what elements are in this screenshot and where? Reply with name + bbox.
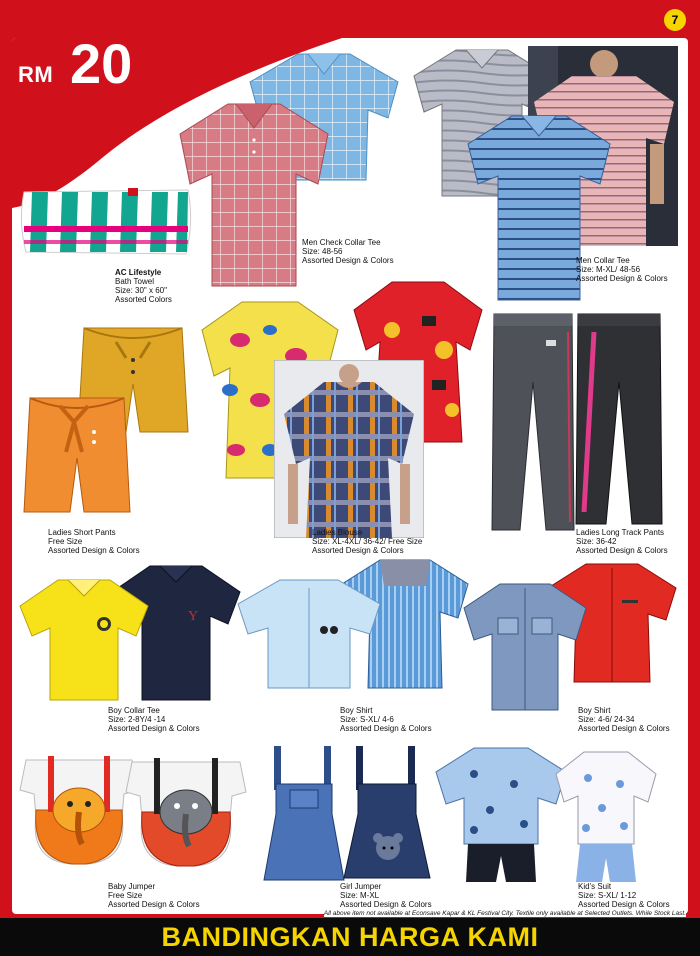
baby-jumper-label: Baby Jumper Free Size Assorted Design & Colors (108, 882, 200, 909)
ladies-track-pants-grey-image (490, 312, 576, 534)
ladies-track-pants-black-image (574, 312, 664, 528)
boy-collar-tee-label: Boy Collar Tee Size: 2-8Y/4 -14 Assorted Design & Colors (108, 706, 200, 733)
boy-shirt-2-label: Boy Shirt Size: 4-6/ 24-34 Assorted Design & Colors (578, 706, 670, 733)
disclaimer-text: All above item not available at Econsave Kapar & KL Festival City. Textile only available at Selected Outlets. While Stock Last. (323, 910, 686, 917)
footer-slogan: BANDINGKAN HARGA KAMI (161, 921, 539, 952)
ladies-blouse-label: Ladies Blouse Size: XL-4XL/ 36-42/ Free Size Assorted Design & Colors (312, 528, 423, 555)
kids-suit-blue-print-image (434, 744, 568, 884)
baby-jumper-orange-image (18, 750, 140, 868)
kids-suit-label: Kid's Suit Size: S-XL/ 1-12 Assorted Design & Colors (578, 882, 670, 909)
men-collar-tee-label: Men Collar Tee Size: M-XL/ 48-56 Assorted Design & Colors (576, 256, 668, 283)
kids-suit-white-print-image (554, 748, 658, 884)
svg-text:Y: Y (188, 609, 199, 624)
ladies-track-pants-label: Ladies Long Track Pants Size: 36-42 Assorted Design & Colors (576, 528, 668, 555)
boy-shirt-light-blue-image (236, 578, 382, 690)
boy-shirt-denim-image (462, 582, 588, 712)
girl-jumper-light-denim-image (262, 744, 346, 882)
ladies-blouse-plaid-photo (274, 360, 424, 538)
boy-shirt-1-label: Boy Shirt Size: S-XL/ 4-6 Assorted Design & Colors (340, 706, 432, 733)
ladies-short-pants-label: Ladies Short Pants Free Size Assorted Design & Colors (48, 528, 140, 555)
bath-towel-image (18, 182, 194, 258)
girl-jumper-dark-denim-image (342, 744, 432, 880)
page-number-badge: 7 (664, 9, 686, 31)
boy-collar-tee-yellow-image (18, 578, 150, 702)
baby-jumper-grey-image (124, 752, 248, 870)
men-check-collar-tee-label: Men Check Collar Tee Size: 48-56 Assorted Design & Colors (302, 238, 394, 265)
price-currency: RM (18, 62, 54, 87)
bath-towel-label: AC Lifestyle Bath Towel Size: 30" x 60" Assorted Colors (115, 268, 172, 304)
price-amount: 20 (70, 32, 133, 95)
footer-banner (0, 918, 700, 956)
ladies-short-pants-orange-image (22, 392, 132, 516)
girl-jumper-label: Girl Jumper Size: M-XL Assorted Design & Colors (340, 882, 432, 909)
